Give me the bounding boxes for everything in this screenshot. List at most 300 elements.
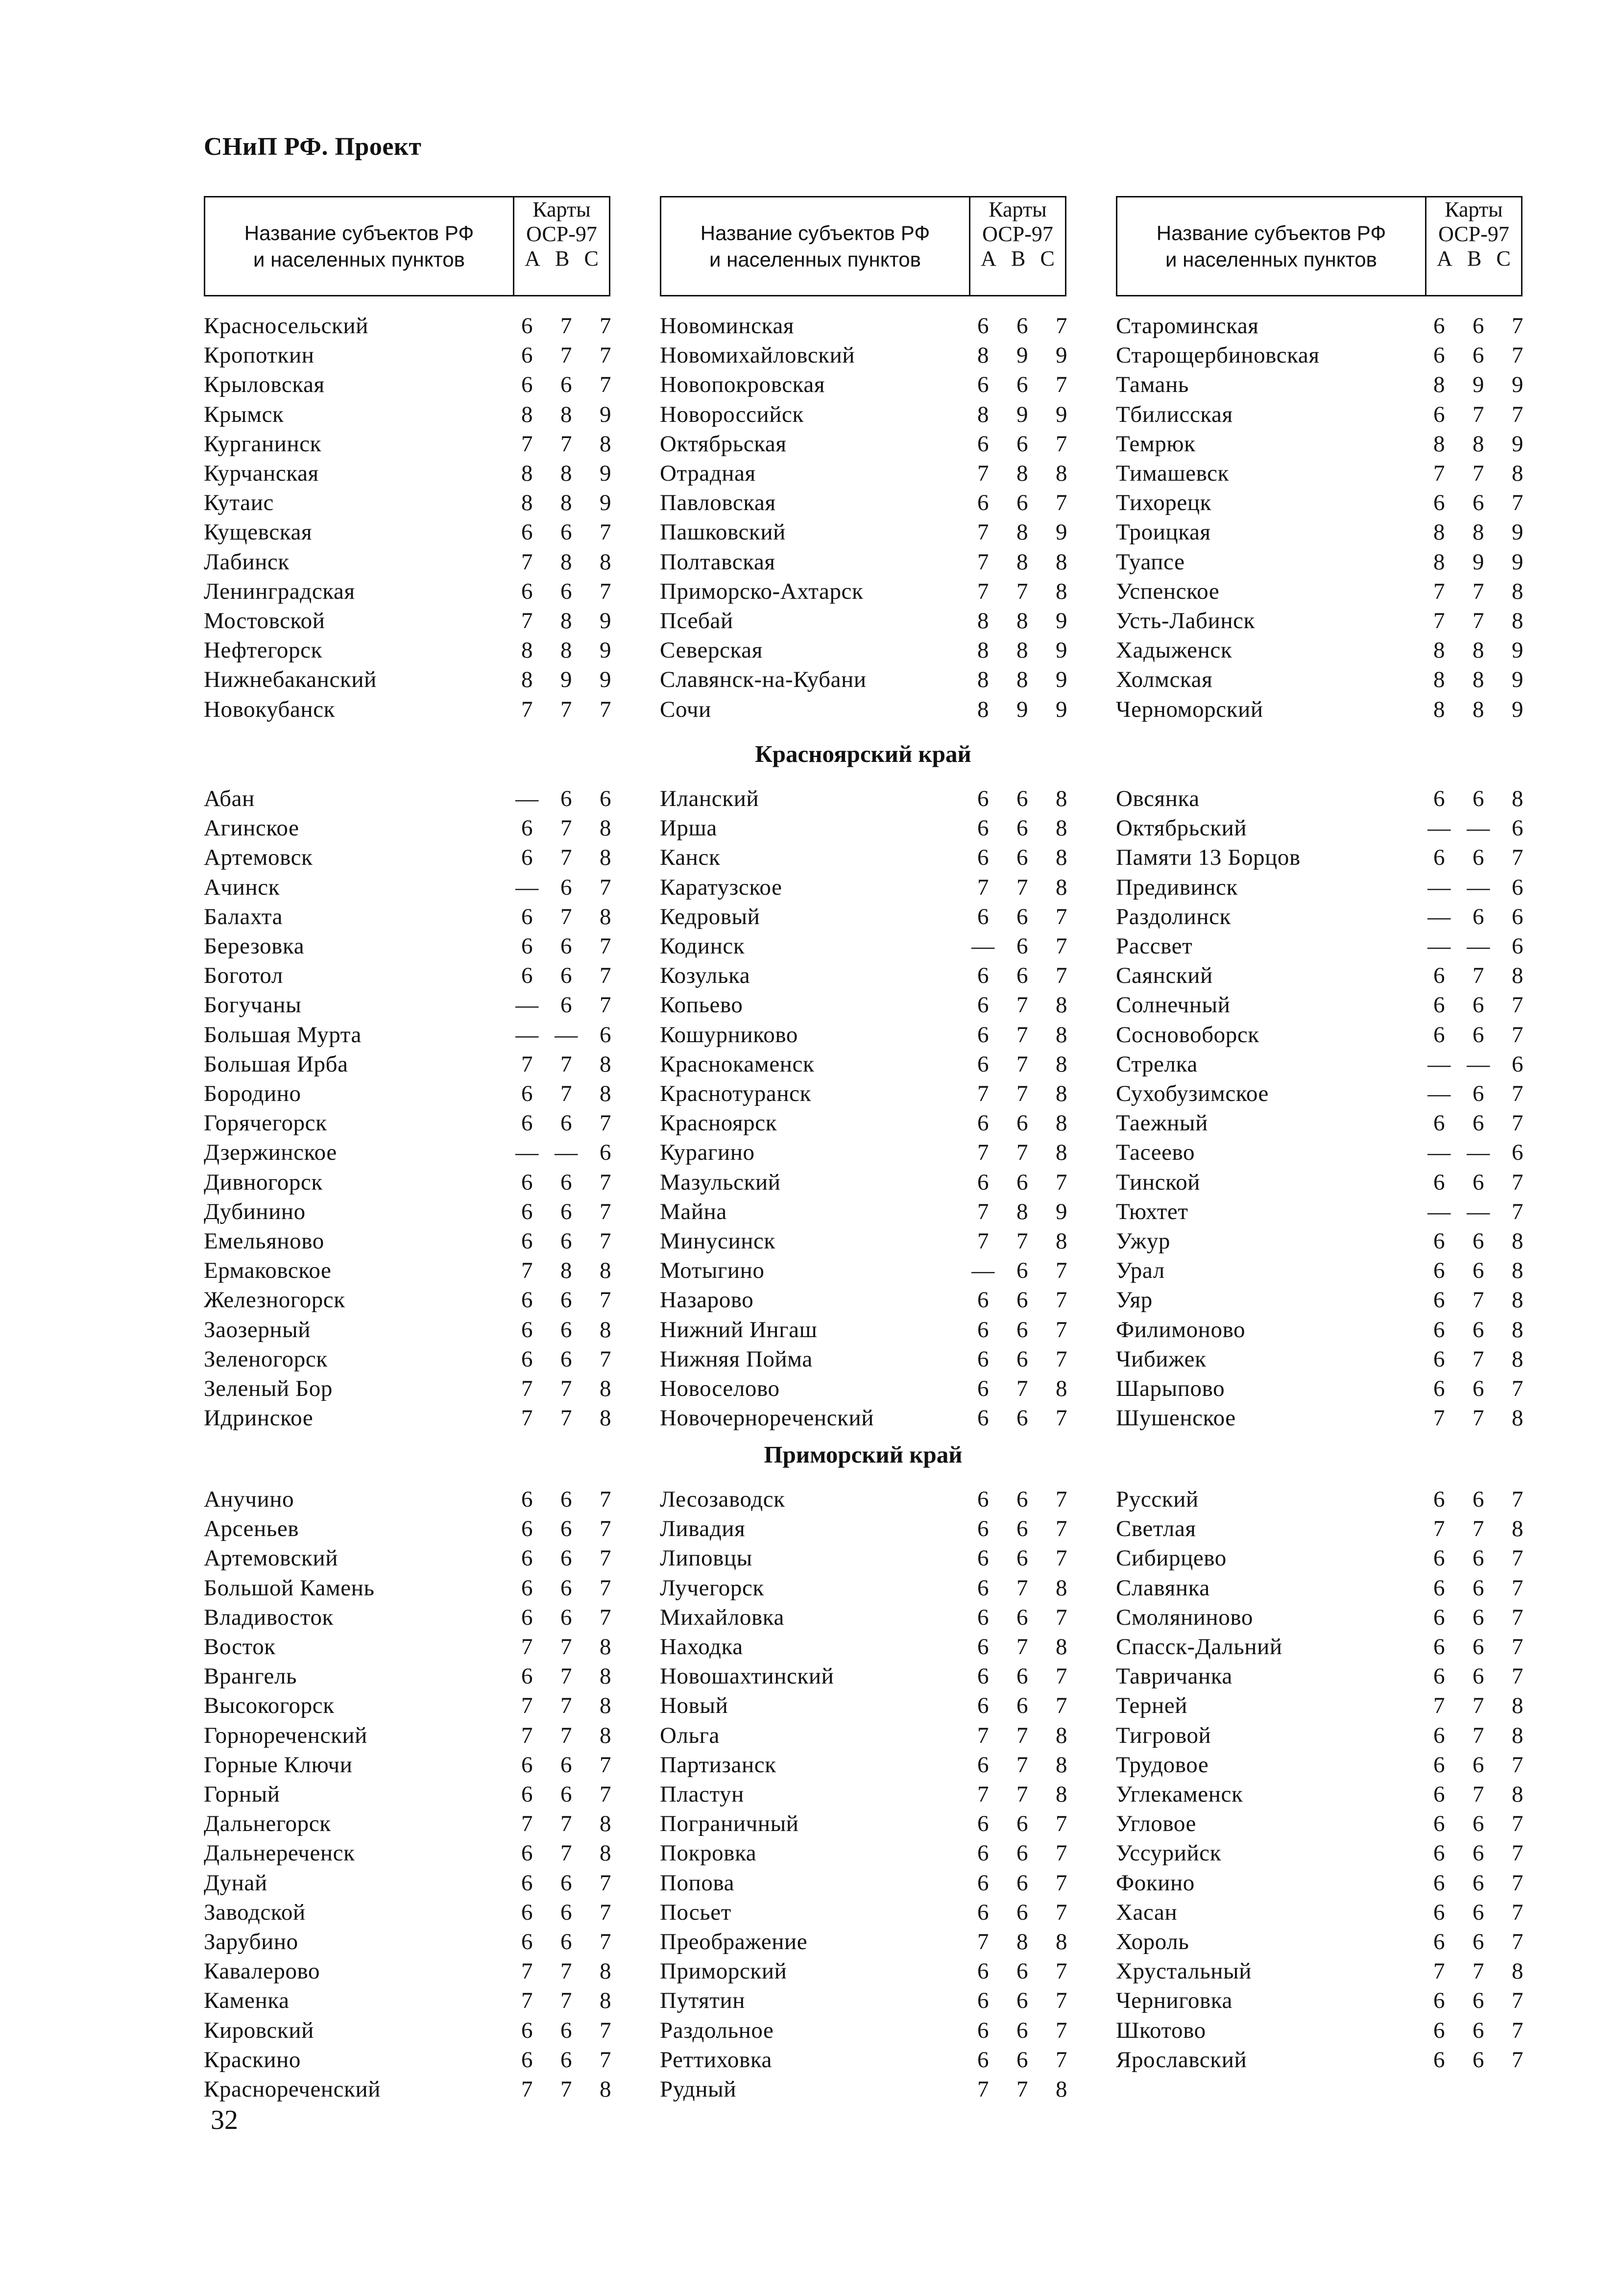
- intensity-c: 8: [1511, 1958, 1524, 1984]
- intensity-c: 7: [1511, 1575, 1524, 1601]
- intensity-a: 6: [977, 1317, 990, 1343]
- header-name-line2: и населенных пунктов: [253, 247, 465, 271]
- intensity-b: 7: [560, 815, 573, 841]
- settlement-name: Новокубанск: [204, 696, 336, 722]
- table-row: [204, 1403, 645, 1433]
- settlement-name: Сосновоборск: [1116, 1022, 1259, 1048]
- intensity-b: 9: [1472, 372, 1485, 398]
- intensity-c: 8: [1055, 1929, 1068, 1954]
- intensity-c: 8: [1055, 578, 1068, 604]
- intensity-a: 6: [977, 1634, 990, 1660]
- intensity-c: 7: [1055, 904, 1068, 929]
- settlement-name: Ярославский: [1116, 2047, 1247, 2073]
- table-row: [1116, 990, 1557, 1020]
- intensity-b: 9: [1472, 549, 1485, 575]
- settlement-name: Кутаис: [204, 490, 274, 516]
- intensity-c: 8: [1511, 1405, 1524, 1431]
- settlement-name: Стрелка: [1116, 1051, 1198, 1077]
- intensity-c: 7: [599, 1110, 612, 1136]
- settlement-name: Раздолинск: [1116, 904, 1231, 929]
- intensity-b: 6: [1016, 1899, 1029, 1925]
- intensity-c: 7: [599, 2017, 612, 2043]
- intensity-a: 6: [977, 1405, 990, 1431]
- settlement-name: Дунай: [204, 1870, 267, 1896]
- settlement-name: Новопокровская: [660, 372, 825, 398]
- table-row: [660, 1750, 1101, 1780]
- settlement-name: Полтавская: [660, 549, 775, 575]
- intensity-c: 7: [599, 1899, 612, 1925]
- intensity-a: 7: [977, 874, 990, 900]
- intensity-b: 6: [1472, 1110, 1485, 1136]
- intensity-c: 8: [1511, 1722, 1524, 1748]
- intensity-b: 6: [1472, 2047, 1485, 2073]
- table-row: [1116, 1403, 1557, 1433]
- settlement-name: Славянск-на-Кубани: [660, 667, 867, 693]
- settlement-name: Хрустальный: [1116, 1958, 1252, 1984]
- intensity-b: 6: [1472, 1487, 1485, 1512]
- intensity-b: 7: [560, 1693, 573, 1719]
- intensity-c: 7: [599, 1346, 612, 1372]
- table-row: [1116, 400, 1557, 429]
- settlement-name: Лабинск: [204, 549, 290, 575]
- settlement-name: Овсянка: [1116, 786, 1200, 811]
- intensity-c: 7: [599, 1169, 612, 1195]
- intensity-c: 8: [1055, 845, 1068, 871]
- intensity-b: 7: [1472, 1516, 1485, 1542]
- table-row: [1116, 1485, 1557, 1514]
- settlement-name: Пограничный: [660, 1811, 799, 1837]
- intensity-a: 6: [977, 1376, 990, 1401]
- table-row: [660, 990, 1101, 1020]
- intensity-b: 6: [1472, 992, 1485, 1018]
- intensity-b: 9: [1016, 342, 1029, 368]
- table-row: [204, 931, 645, 961]
- table-row: [1116, 1020, 1557, 1050]
- settlement-name: Шушенское: [1116, 1405, 1236, 1431]
- table-row: [1116, 1374, 1557, 1403]
- intensity-b: 6: [560, 1929, 573, 1954]
- table-row: [204, 1514, 645, 1543]
- intensity-a: 7: [1433, 1405, 1446, 1431]
- intensity-c: 9: [599, 667, 612, 693]
- settlement-name: Лесозаводск: [660, 1487, 785, 1512]
- intensity-a: 6: [521, 1929, 533, 1954]
- intensity-b: 6: [560, 1870, 573, 1896]
- table-row: [204, 517, 645, 547]
- settlement-name: Краснокаменск: [660, 1051, 815, 1077]
- header-maps-line1: Карты: [1445, 197, 1503, 221]
- intensity-a: 7: [521, 2076, 533, 2102]
- intensity-a: 6: [1433, 1346, 1446, 1372]
- table-row: [204, 459, 645, 488]
- settlement-name: Нижняя Пойма: [660, 1346, 813, 1372]
- intensity-c: 8: [599, 1405, 612, 1431]
- table-row: [660, 1721, 1101, 1750]
- intensity-a: 6: [521, 1752, 533, 1778]
- table-row: [660, 1632, 1101, 1661]
- table-row: [660, 1020, 1101, 1050]
- table-row: [660, 517, 1101, 547]
- header-name-line2: и населенных пунктов: [709, 247, 921, 271]
- intensity-c: 7: [1511, 1604, 1524, 1630]
- settlement-name: Тасеево: [1116, 1140, 1195, 1166]
- settlement-name: Минусинск: [660, 1228, 775, 1254]
- intensity-a: —: [1427, 904, 1451, 929]
- intensity-c: 8: [1055, 1081, 1068, 1106]
- intensity-c: 8: [1511, 963, 1524, 989]
- table-row: [204, 1661, 645, 1691]
- table-row: [1116, 873, 1557, 902]
- intensity-b: 7: [1016, 1634, 1029, 1660]
- table-row: [204, 547, 645, 577]
- intensity-b: 6: [560, 1317, 573, 1343]
- intensity-c: 7: [1055, 372, 1068, 398]
- settlement-name: Новый: [660, 1693, 728, 1719]
- intensity-c: 8: [1511, 1287, 1524, 1313]
- intensity-c: 8: [599, 1376, 612, 1401]
- intensity-b: 7: [560, 431, 573, 457]
- intensity-b: 6: [560, 786, 573, 811]
- intensity-c: 7: [599, 1516, 612, 1542]
- intensity-a: 8: [521, 637, 533, 663]
- table-row: [204, 1573, 645, 1603]
- table-row: [204, 1315, 645, 1344]
- intensity-a: 6: [1433, 1169, 1446, 1195]
- intensity-a: 6: [1433, 1752, 1446, 1778]
- settlement-name: Каменка: [204, 1988, 290, 2014]
- settlement-name: Мотыгино: [660, 1258, 765, 1284]
- intensity-b: 6: [1472, 904, 1485, 929]
- settlement-name: Большая Мурта: [204, 1022, 362, 1048]
- intensity-a: 7: [521, 1988, 533, 2014]
- intensity-a: 7: [521, 1051, 533, 1077]
- intensity-c: 8: [1511, 1317, 1524, 1343]
- intensity-b: 7: [560, 1376, 573, 1401]
- intensity-b: 8: [560, 637, 573, 663]
- intensity-a: 6: [977, 1051, 990, 1077]
- settlement-name: Тимашевск: [1116, 461, 1230, 486]
- intensity-a: 6: [1433, 1110, 1446, 1136]
- settlement-name: Ермаковское: [204, 1258, 332, 1284]
- table-row: [660, 1108, 1101, 1138]
- header-col-c: С: [1040, 246, 1055, 270]
- intensity-b: 6: [1016, 1317, 1029, 1343]
- settlement-name: Отрадная: [660, 461, 756, 486]
- table-row: [1116, 1809, 1557, 1838]
- table-row: [1116, 547, 1557, 577]
- settlement-name: Угловое: [1116, 1811, 1196, 1837]
- intensity-b: 6: [1016, 313, 1029, 339]
- intensity-a: 7: [1433, 461, 1446, 486]
- table-row: [1116, 1986, 1557, 2015]
- intensity-b: 7: [560, 904, 573, 929]
- table-row: [204, 2045, 645, 2075]
- intensity-c: 7: [1511, 313, 1524, 339]
- intensity-a: 6: [977, 1988, 990, 2014]
- intensity-b: 6: [560, 519, 573, 545]
- intensity-b: —: [555, 1140, 578, 1166]
- intensity-b: 7: [1472, 1693, 1485, 1719]
- intensity-a: 6: [977, 963, 990, 989]
- settlement-name: Славянка: [1116, 1575, 1210, 1601]
- table-row: [204, 2075, 645, 2104]
- settlement-name: Сочи: [660, 696, 711, 722]
- intensity-c: 9: [599, 637, 612, 663]
- table-row: [204, 1020, 645, 1050]
- intensity-b: 6: [1472, 1228, 1485, 1254]
- table-row: [660, 635, 1101, 665]
- intensity-b: 8: [1016, 667, 1029, 693]
- intensity-c: 7: [1055, 1604, 1068, 1630]
- table-row: [660, 1315, 1101, 1344]
- intensity-a: 7: [977, 1722, 990, 1748]
- settlement-name: Ольга: [660, 1722, 720, 1748]
- intensity-c: 8: [1055, 874, 1068, 900]
- intensity-a: 6: [521, 1840, 533, 1866]
- table-header-2: [660, 196, 1066, 296]
- table-row: [660, 2016, 1101, 2045]
- intensity-a: 6: [1433, 1929, 1446, 1954]
- intensity-b: 7: [1016, 1752, 1029, 1778]
- table-row: [204, 873, 645, 902]
- table-row: [204, 843, 645, 872]
- settlement-name: Тавричанка: [1116, 1663, 1232, 1689]
- intensity-b: 7: [560, 1722, 573, 1748]
- table-row: [204, 1079, 645, 1108]
- table-row: [660, 1573, 1101, 1603]
- table-row: [204, 1956, 645, 1986]
- settlement-name: Дальнегорск: [204, 1811, 331, 1837]
- intensity-c: 7: [599, 372, 612, 398]
- intensity-b: 6: [1472, 1988, 1485, 2014]
- settlement-name: Терней: [1116, 1693, 1188, 1719]
- intensity-b: 7: [1016, 1081, 1029, 1106]
- settlement-name: Лучегорск: [660, 1575, 764, 1601]
- intensity-c: 8: [1055, 1051, 1068, 1077]
- intensity-a: 6: [521, 342, 533, 368]
- settlement-name: Холмская: [1116, 667, 1213, 693]
- intensity-a: 6: [977, 1575, 990, 1601]
- intensity-a: 6: [977, 1693, 990, 1719]
- intensity-c: 7: [1055, 2017, 1068, 2043]
- intensity-c: 8: [1055, 1752, 1068, 1778]
- intensity-c: 7: [599, 1545, 612, 1571]
- intensity-b: 7: [1472, 608, 1485, 634]
- header-col-b: В: [1011, 246, 1026, 270]
- intensity-a: 6: [977, 1516, 990, 1542]
- settlement-name: Зеленогорск: [204, 1346, 328, 1372]
- settlement-name: Горнореченский: [204, 1722, 367, 1748]
- intensity-c: 8: [599, 1258, 612, 1284]
- settlement-name: Староминская: [1116, 313, 1259, 339]
- intensity-c: 7: [1511, 1376, 1524, 1401]
- settlement-name: Находка: [660, 1634, 743, 1660]
- intensity-b: 6: [1016, 1693, 1029, 1719]
- intensity-b: 8: [560, 461, 573, 486]
- table-row: [1116, 843, 1557, 872]
- intensity-a: 6: [1433, 1487, 1446, 1512]
- table-row: [1116, 1721, 1557, 1750]
- intensity-c: 7: [1511, 1081, 1524, 1106]
- intensity-b: 8: [1016, 549, 1029, 575]
- settlement-name: Дальнереченск: [204, 1840, 355, 1866]
- intensity-c: 8: [599, 1840, 612, 1866]
- table-row: [660, 606, 1101, 635]
- intensity-a: 8: [977, 608, 990, 634]
- settlement-name: Дзержинское: [204, 1140, 337, 1166]
- intensity-c: 7: [1055, 1487, 1068, 1512]
- table-row: [1116, 488, 1557, 517]
- table-row: [660, 2045, 1101, 2075]
- intensity-b: 7: [1472, 578, 1485, 604]
- intensity-b: 8: [1016, 519, 1029, 545]
- settlement-name: Русский: [1116, 1487, 1199, 1512]
- table-row: [660, 1809, 1101, 1838]
- intensity-a: —: [1427, 874, 1451, 900]
- settlement-name: Курагино: [660, 1140, 755, 1166]
- table-row: [1116, 931, 1557, 961]
- intensity-a: 6: [521, 933, 533, 959]
- intensity-b: 6: [560, 1782, 573, 1807]
- intensity-b: 7: [560, 1988, 573, 2014]
- table-row: [660, 1898, 1101, 1927]
- intensity-c: 7: [1055, 1287, 1068, 1313]
- intensity-b: 7: [1016, 1228, 1029, 1254]
- intensity-c: 8: [1511, 578, 1524, 604]
- intensity-b: 6: [560, 2017, 573, 2043]
- intensity-b: 8: [1472, 667, 1485, 693]
- intensity-a: 6: [1433, 1663, 1446, 1689]
- table-row: [1116, 695, 1557, 724]
- intensity-a: 7: [977, 1198, 990, 1224]
- intensity-b: 6: [1016, 1988, 1029, 2014]
- settlement-name: Новоминская: [660, 313, 795, 339]
- table-row: [660, 1514, 1101, 1543]
- intensity-c: 6: [599, 1140, 612, 1166]
- intensity-c: 7: [1055, 2047, 1068, 2073]
- intensity-b: 6: [560, 1575, 573, 1601]
- table-row: [660, 1927, 1101, 1956]
- settlement-name: Ужур: [1116, 1228, 1171, 1254]
- intensity-c: 7: [1055, 1988, 1068, 2014]
- settlement-name: Предивинск: [1116, 874, 1238, 900]
- header-col-c: С: [1496, 246, 1511, 270]
- intensity-b: 7: [1016, 1782, 1029, 1807]
- settlement-name: Путятин: [660, 1988, 746, 2014]
- table-row: [660, 813, 1101, 843]
- table-row: [660, 1543, 1101, 1573]
- table-row: [204, 1108, 645, 1138]
- settlement-name: Крыловская: [204, 372, 325, 398]
- intensity-b: 6: [1016, 2047, 1029, 2073]
- intensity-a: 6: [521, 1870, 533, 1896]
- intensity-c: 8: [599, 1663, 612, 1689]
- intensity-a: 6: [521, 2017, 533, 2043]
- settlement-name: Арсеньев: [204, 1516, 299, 1542]
- settlement-name: Кировский: [204, 2017, 314, 2043]
- intensity-c: 7: [599, 1287, 612, 1313]
- intensity-c: 9: [1511, 372, 1524, 398]
- settlement-name: Канск: [660, 845, 721, 871]
- table-row: [1116, 961, 1557, 990]
- intensity-c: 8: [1055, 1110, 1068, 1136]
- intensity-c: 7: [1055, 1405, 1068, 1431]
- intensity-b: 9: [1016, 696, 1029, 722]
- intensity-b: 6: [1472, 1081, 1485, 1106]
- table-row: [1116, 2045, 1557, 2075]
- table-row: [1116, 1138, 1557, 1167]
- intensity-b: 6: [1016, 933, 1029, 959]
- table-row: [660, 1691, 1101, 1720]
- intensity-c: 6: [1511, 815, 1524, 841]
- intensity-c: 7: [1055, 1258, 1068, 1284]
- intensity-c: 7: [1055, 1516, 1068, 1542]
- intensity-a: 8: [1433, 519, 1446, 545]
- settlement-name: Ирша: [660, 815, 717, 841]
- intensity-b: 6: [1016, 1870, 1029, 1896]
- intensity-c: 9: [1055, 401, 1068, 427]
- intensity-a: 6: [1433, 401, 1446, 427]
- intensity-b: —: [1467, 815, 1490, 841]
- table-row: [1116, 1315, 1557, 1344]
- intensity-a: 6: [521, 1575, 533, 1601]
- intensity-c: 7: [599, 696, 612, 722]
- settlement-name: Каратузское: [660, 874, 782, 900]
- table-row: [660, 1197, 1101, 1226]
- intensity-c: 7: [1511, 1487, 1524, 1512]
- intensity-b: 6: [560, 933, 573, 959]
- settlement-name: Старощербиновская: [1116, 342, 1320, 368]
- settlement-name: Березовка: [204, 933, 305, 959]
- intensity-a: 6: [521, 372, 533, 398]
- intensity-b: —: [1467, 933, 1490, 959]
- table-row: [660, 1168, 1101, 1197]
- intensity-c: 9: [1055, 519, 1068, 545]
- settlement-name: Тамань: [1116, 372, 1189, 398]
- intensity-b: 6: [1472, 1022, 1485, 1048]
- intensity-c: 7: [1055, 1317, 1068, 1343]
- intensity-a: 8: [1433, 431, 1446, 457]
- settlement-name: Мазульский: [660, 1169, 781, 1195]
- settlement-name: Козулька: [660, 963, 750, 989]
- settlement-name: Тюхтет: [1116, 1198, 1188, 1224]
- intensity-c: 7: [1055, 1958, 1068, 1984]
- table-row: [660, 370, 1101, 399]
- intensity-c: 8: [1055, 1782, 1068, 1807]
- intensity-a: 8: [521, 461, 533, 486]
- settlement-name: Хасан: [1116, 1899, 1178, 1925]
- intensity-b: 6: [1016, 815, 1029, 841]
- intensity-b: 6: [560, 1604, 573, 1630]
- table-row: [1116, 784, 1557, 813]
- intensity-a: 6: [521, 1663, 533, 1689]
- table-row: [1116, 577, 1557, 606]
- intensity-b: 6: [1016, 1287, 1029, 1313]
- intensity-a: 6: [1433, 1634, 1446, 1660]
- intensity-c: 7: [599, 963, 612, 989]
- table-row: [660, 1374, 1101, 1403]
- intensity-c: 7: [1055, 1840, 1068, 1866]
- table-row: [204, 341, 645, 370]
- intensity-c: 7: [1055, 933, 1068, 959]
- intensity-b: 6: [560, 2047, 573, 2073]
- table-row: [660, 961, 1101, 990]
- table-row: [1116, 1285, 1557, 1315]
- intensity-a: 6: [1433, 1287, 1446, 1313]
- table-row: [1116, 665, 1557, 694]
- settlement-name: Красносельский: [204, 313, 368, 339]
- intensity-a: 7: [977, 1782, 990, 1807]
